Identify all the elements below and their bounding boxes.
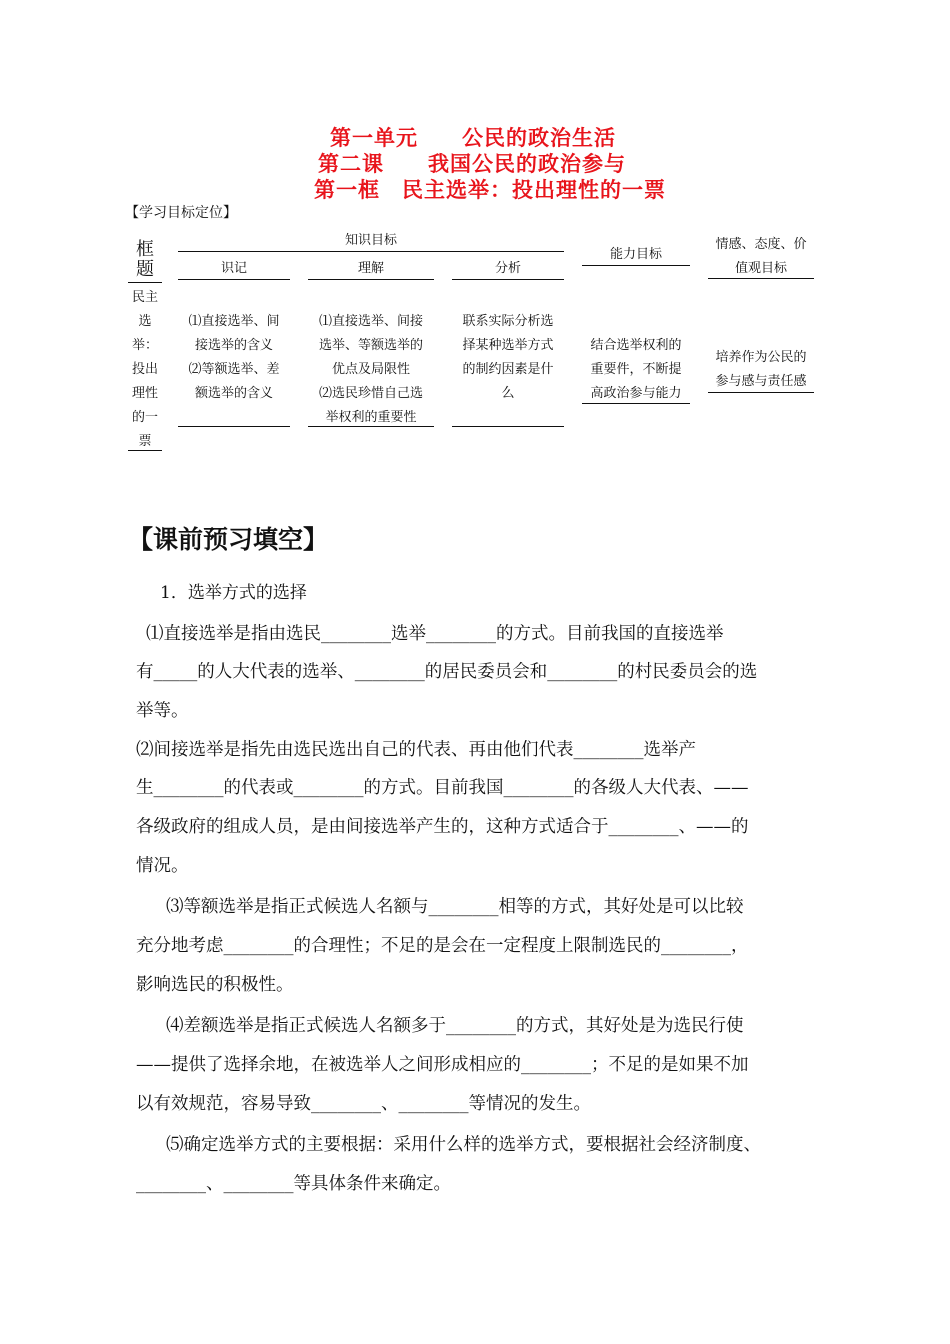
- ability-cell-underline: [582, 403, 690, 404]
- fill-line: ⑵间接选举是指先由选民选出自己的代表、再由他们代表________选举产: [136, 740, 696, 760]
- row-recall-cell: ⑴直接选举、间 接选举的含义 ⑵等额选举、差 额选举的含义: [188, 314, 280, 401]
- fill-line: ⑸确定选举方式的主要根据：采用什么样的选举方式，要根据社会经济制度、: [166, 1135, 761, 1155]
- sub-understand-header: 理解: [357, 261, 384, 276]
- objectives-label: 【学习目标定位】: [125, 205, 237, 221]
- ability-header-line: [582, 265, 690, 266]
- fill-line: 各级政府的组成人员，是由间接选举产生的，这种方式适合于________、——的: [136, 817, 749, 837]
- fill-line: 生________的代表或________的方式。目前我国________的各级人大代表、——: [136, 778, 749, 798]
- row-ability-cell: 结合选举权利的 重要件，不断提 高政治参与能力: [590, 338, 682, 401]
- col-emotion-header-1: 情感、态度、价: [715, 237, 807, 252]
- recall-header-line: [178, 279, 290, 280]
- frame-title: 第一框 民主选举：投出理性的一票: [314, 177, 666, 202]
- fill-line: ⑴直接选举是指由选民________选举________的方式。目前我国的直接选举: [146, 624, 724, 644]
- sub-recall-header: 识记: [220, 261, 247, 276]
- analyze-header-line: [452, 279, 564, 280]
- preview-heading: 【课前预习填空】: [128, 525, 329, 554]
- row-analyze-cell: 联系实际分析选 择某种选举方式 的制约因素是什 么: [462, 314, 554, 401]
- col-emotion-header-2: 值观目标: [734, 261, 787, 276]
- understand-header-line: [308, 279, 434, 280]
- emotion-cell-underline: [708, 392, 814, 393]
- emotion-header-line: [708, 278, 814, 279]
- fill-line: ——提供了选择余地，在被选举人之间形成相应的________；不足的是如果不加: [136, 1055, 749, 1075]
- lesson-title: 第二课 我国公民的政治参与: [318, 151, 626, 176]
- frame-header-underline: [128, 282, 162, 283]
- row-understand-cell: ⑴直接选举、间接 选举、等额选举的 优点及局限性 ⑵选民珍惜自己选 举权利的重要性: [318, 314, 423, 425]
- fill-line: 有_____的人大代表的选举、________的居民委员会和________的村民委员会的选: [136, 662, 758, 682]
- fill-line: 充分地考虑________的合理性；不足的是会在一定程度上限制选民的________，: [136, 936, 749, 956]
- col-ability-header: 能力目标: [609, 247, 662, 262]
- row-frame-cell: 民主 选 举： 投出 理性 的一 票: [131, 290, 158, 449]
- fill-line: ________、________等具体条件来确定。: [136, 1174, 451, 1194]
- knowledge-header-line: [178, 251, 564, 252]
- fill-line: ⑷差额选举是指正式候选人名额多于________的方式，其好处是为选民行使: [166, 1016, 744, 1036]
- recall-cell-underline: [178, 426, 290, 427]
- fill-line: 影响选民的积极性。: [136, 975, 294, 995]
- col-frame-header: 框题: [136, 239, 154, 280]
- fill-line: 举等。: [136, 701, 189, 721]
- frame-cell-underline: [128, 450, 162, 451]
- preview-subheading: 1．选举方式的选择: [160, 583, 307, 603]
- fill-line: ⑶等额选举是指正式候选人名额与________相等的方式，其好处是可以比较: [166, 897, 744, 917]
- sub-analyze-header: 分析: [494, 261, 521, 276]
- understand-cell-underline: [308, 426, 434, 427]
- analyze-cell-underline: [452, 426, 564, 427]
- fill-line: 以有效规范，容易导致________、________等情况的发生。: [136, 1094, 591, 1114]
- row-emotion-cell: 培养作为公民的 参与感与责任感: [715, 350, 807, 389]
- col-knowledge-header: 知识目标: [344, 233, 397, 248]
- unit-title: 第一单元 公民的政治生活: [330, 125, 616, 150]
- fill-line: 情况。: [136, 856, 189, 876]
